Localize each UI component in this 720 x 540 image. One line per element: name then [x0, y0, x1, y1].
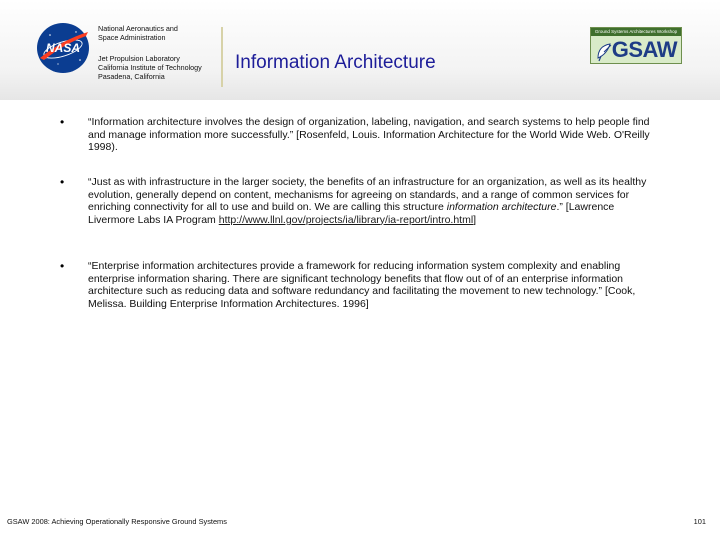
quote-llnl	[88, 176, 653, 226]
quote-cook: “Enterprise information architectures provide a framework for reducing information system complexity and enabling enterprise information sharing. There are significant technology benefits that flow out of of an enterprise information architecture such as reducing data and software redundancy and facilitating the movement to new technology.” [Cook, Melissa. Building Enterprise Information Architectures. 1996]	[88, 260, 636, 310]
bullet-icon: •	[60, 259, 65, 273]
quote-llnl-source: .” [Lawrence Livermore Labs IA Program	[88, 201, 615, 226]
slide-title: Information Architecture	[235, 52, 436, 73]
lab-line: Jet Propulsion Laboratory	[98, 54, 180, 63]
lab-name	[98, 54, 202, 81]
page-number: 101	[693, 517, 706, 526]
lab-line: California Institute of Technology	[98, 63, 202, 72]
quote-llnl-emphasis: information architecture	[446, 201, 557, 214]
gsaw-logo-banner: Ground Systems Architectures Workshop	[591, 28, 681, 36]
lab-line: Pasadena, California	[98, 72, 165, 81]
gsaw-logo-text: GSAW	[611, 37, 677, 62]
nasa-logo	[36, 22, 90, 74]
footer-text: GSAW 2008: Achieving Operationally Responsive Ground Systems	[7, 517, 227, 526]
bullet-icon: •	[60, 115, 65, 129]
org-line: Space Administration	[98, 33, 166, 42]
quote-rosenfeld: “Information architecture involves the design of organization, labeling, navigation, and search systems to help people find and manage information more successfully.” [Rosenfeld, Louis. Information Architecture for the World Wide Web. O'Reilly 1998).	[88, 116, 650, 154]
quote-llnl-end: ]	[473, 213, 477, 226]
header-divider	[221, 27, 223, 87]
nasa-logo-text: NASA	[45, 41, 81, 55]
slide-header	[0, 0, 720, 100]
gsaw-logo	[590, 27, 682, 64]
bullet-icon: •	[60, 175, 65, 189]
org-line: National Aeronautics and	[98, 24, 178, 33]
org-name	[98, 24, 178, 42]
quote-llnl-text: “Just as with infrastructure in the larger society, the benefits of an infrastructure for an organization, as well as its healthy evolution, generally depend on content, mechanisms for agreeing on standards, and a range of common services for enriching connectivity for all to use and build on. We are calling this structure	[88, 176, 647, 214]
llnl-link[interactable]: http://www.llnl.gov/projects/ia/library/ia-report/intro.html	[218, 213, 474, 226]
